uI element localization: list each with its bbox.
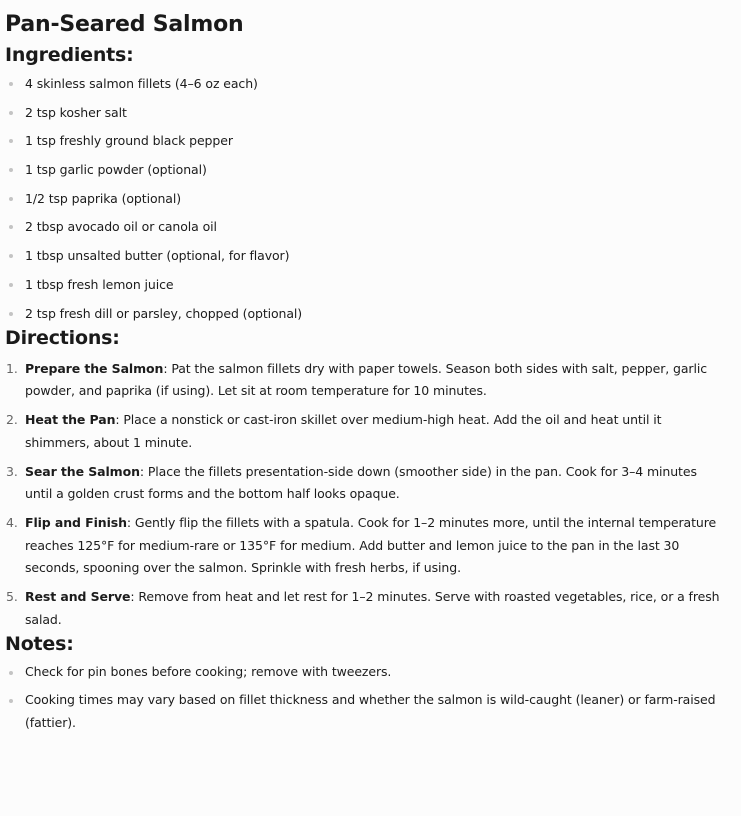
step-text: : Remove from heat and let rest for 1–2 minutes. Serve with roasted vegetables, rice, or a fresh salad.	[25, 589, 720, 627]
step-number: 4.	[6, 515, 18, 530]
step-number: 5.	[6, 589, 18, 604]
direction-step	[5, 358, 729, 403]
step-number: 1.	[6, 360, 18, 376]
ingredient-item: 2 tsp kosher salt	[5, 101, 729, 124]
directions-list	[5, 358, 729, 632]
direction-step	[5, 512, 729, 580]
ingredient-item: 1 tsp freshly ground black pepper	[5, 129, 729, 152]
ingredients-list	[5, 72, 729, 325]
ingredient-item: 1/2 tsp paprika (optional)	[5, 187, 729, 210]
recipe-title: Pan-Seared Salmon	[5, 12, 244, 37]
step-number: 2.	[6, 412, 18, 427]
step-text: : Pat the salmon fillets dry with paper towels. Season both sides with salt, pepper, garlic powder, and paprika (if using). Let sit at room temperature for 10 minutes.	[25, 360, 707, 398]
ingredient-item: 1 tbsp unsalted butter (optional, for flavor)	[5, 244, 729, 267]
ingredient-item: 2 tsp fresh dill or parsley, chopped (optional)	[5, 302, 729, 325]
step-title: Sear the Salmon	[25, 463, 140, 479]
ingredients-heading: Ingredients:	[5, 44, 134, 66]
ingredient-item: 2 tbsp avocado oil or canola oil	[5, 215, 729, 238]
ingredient-item: 4 skinless salmon fillets (4–6 oz each)	[5, 72, 729, 95]
step-title: Flip and Finish	[25, 515, 127, 530]
note-item: Cooking times may vary based on fillet thickness and whether the salmon is wild-caught (leaner) or farm-raised (fattier).	[5, 689, 729, 734]
direction-step	[5, 461, 729, 506]
step-number: 3.	[6, 463, 18, 479]
direction-step	[5, 586, 729, 631]
direction-step	[5, 409, 729, 454]
step-text: : Place a nonstick or cast-iron skillet over medium-high heat. Add the oil and heat until it shimmers, about 1 minute.	[25, 412, 662, 450]
step-title: Prepare the Salmon	[25, 360, 164, 376]
notes-heading: Notes:	[5, 633, 74, 655]
ingredient-item: 1 tbsp fresh lemon juice	[5, 273, 729, 296]
notes-list	[5, 661, 729, 734]
step-title: Rest and Serve	[25, 589, 131, 604]
step-text: : Gently flip the fillets with a spatula. Cook for 1–2 minutes more, until the internal temperature reaches 125°F for medium-rare or 135°F for medium. Add butter and lemon juice to the pan in the last 30 seconds, spooning over the salmon. Sprinkle with fresh herbs, if using.	[25, 515, 717, 575]
note-item: Check for pin bones before cooking; remove with tweezers.	[5, 661, 729, 684]
step-title: Heat the Pan	[25, 412, 116, 427]
step-text: : Place the fillets presentation-side down (smoother side) in the pan. Cook for 3–4 minutes until a golden crust forms and the bottom half looks opaque.	[25, 463, 697, 501]
directions-heading: Directions:	[5, 326, 120, 349]
ingredient-item: 1 tsp garlic powder (optional)	[5, 158, 729, 181]
